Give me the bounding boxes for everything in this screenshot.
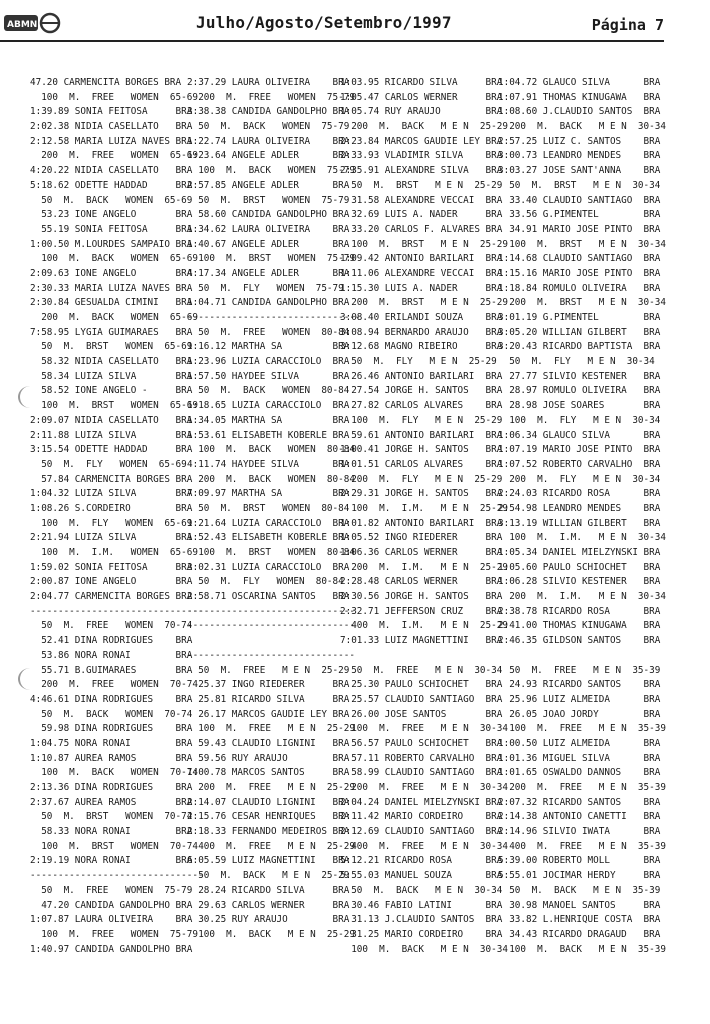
event-heading: 400 M. FREE M E N 35-39 [498,840,666,852]
result-row: 1:00.50 M.LOURDES SAMPAIO BRA [30,238,193,250]
result-row: 1:08.60 J.CLAUDIO SANTOS BRA [498,106,661,118]
result-row: 1:08.26 S.CORDEIRO BRA [30,502,193,514]
result-row: 30.25 RUY ARAUJO BRA [187,914,350,926]
result-row: 3:15.54 ODETTE HADDAD BRA [30,444,193,456]
result-row: 2:04.24 DANIEL MIELZYNSKI BRA [340,796,503,808]
result-row: 31.25 MARIO CORDEIRO BRA [340,928,503,940]
result-row: 47.20 CARMENCITA BORGES BRA [30,77,182,88]
event-heading: 50 M. BACK M E N 35-39 [498,884,661,896]
result-row: 2:02.38 NIDIA CASELLATO BRA [30,121,193,133]
event-heading: 100 M. FREE WOMEN 75-79 [30,928,198,940]
result-row: 1:06.36 CARLOS WERNER BRA [340,547,503,558]
result-row: 1:07.87 LAURA OLIVEIRA BRA [30,914,193,926]
event-heading: 100 M. FREE M E N 25-29 [187,723,355,735]
event-heading: 50 M. FREE M E N 30-34 [340,664,503,676]
result-row: 2:14.38 ANTONIO CANETTI BRA [498,811,661,823]
result-row: 1:39.89 SONIA FEITOSA BRA [30,106,193,118]
result-row: 2:35.91 ALEXANDRE SILVA BRA [340,165,503,177]
result-row: 1:01.65 OSWALDO DANNOS BRA [498,767,661,779]
event-heading: 100 M. FREE M E N 30-34 [340,723,508,735]
result-row: 1:04.72 GLAUCO SILVA BRA [498,77,661,88]
event-heading: 200 M. I.M. M E N 25-29 [340,561,508,573]
result-row: 58.32 NIDIA CASELLATO BRA [30,356,193,368]
event-heading: 200 M. BRST M E N 25-29 [340,297,508,309]
result-row: 28.97 ROMULO OLIVEIRA BRA [498,385,661,397]
result-row: 1:05.34 DANIEL MIELZYNSKI BRA [498,547,661,558]
result-row: 1:18.84 ROMULO OLIVEIRA BRA [498,282,661,294]
result-row: 1:00.50 LUIZ ALMEIDA BRA [498,737,661,749]
event-heading: 50 M. FREE WOMEN 75-79 [30,884,193,896]
result-row: 2:14.96 SILVIO IWATA BRA [498,826,661,838]
event-heading: 100 M. FLY M E N 30-34 [498,414,661,426]
event-heading: 50 M. FLY M E N 30-34 [498,356,655,368]
result-row: 1:03.95 RICARDO SILVA BRA [340,77,503,88]
result-row: 53.23 IONE ANGELO BRA [30,209,193,221]
event-heading: 50 M. BRST M E N 25-29 [340,179,503,191]
event-heading: 100 M. BRST WOMEN 80-84 [187,547,355,558]
result-row: 7:01.33 LUIZ MAGNETTINI BRA [340,635,503,647]
result-row: 1:18.65 LUZIA CARACCIOLO BRA [187,400,350,412]
event-heading: 50 M. FLY WOMEN 75-79 [187,282,344,294]
result-row: 27.54 JORGE H. SANTOS BRA [340,385,503,397]
result-row: 31.13 J.CLAUDIO SANTOS BRA [340,914,503,926]
page-title: Julho/Agosto/Setembro/1997 [196,13,452,32]
event-heading: 100 M. BACK WOMEN 75-79 [187,165,355,177]
result-row: 26.05 JOAO JORDY BRA [498,708,661,720]
event-heading: 400 M. I.M. M E N 25-29 [340,620,508,632]
event-heading: 50 M. BACK M E N 25-29 [187,870,350,882]
result-row: 1:21.64 LUZIA CARACCIOLO BRA [187,517,350,529]
result-row: 1:05.52 INGO RIEDERER BRA [340,532,503,544]
result-row: 7:09.97 MARTHA SA BRA [187,488,350,500]
result-row: 25.57 CLAUDIO SANTIAGO BRA [340,693,503,705]
result-row: 2:09.63 IONE ANGELO BRA [30,267,193,279]
logo-icon [4,12,62,34]
event-heading: 200 M. I.M. M E N 30-34 [498,591,666,603]
result-row: 2:28.48 CARLOS WERNER BRA [340,576,503,588]
result-row: 2:41.00 THOMAS KINUGAWA BRA [498,620,661,632]
result-row: 3:08.40 ERILANDI SOUZA BRA [340,312,503,323]
result-row: 4:17.34 ANGELE ADLER BRA [187,267,350,279]
result-row: 1:34.05 MARTHA SA BRA [187,414,350,426]
result-row: 31.58 ALEXANDRE VECCAI BRA [340,194,503,206]
event-heading: 100 M. I.M. M E N 30-34 [498,532,666,544]
result-row: 33.40 CLAUDIO SANTIAGO BRA [498,194,661,206]
result-row: 2:30.84 GESUALDA CIMINI BRA [30,297,193,309]
event-heading: 50 M. BRST WOMEN 65-69 [30,341,193,353]
event-heading: 100 M. I.M. WOMEN 65-69 [30,547,198,558]
result-row: 3:00.73 LEANDRO MENDES BRA [498,150,661,162]
event-heading: 50 M. FLY WOMEN 65-69 [30,458,187,470]
result-row: 1:05.47 CARLOS WERNER BRA [340,91,503,103]
result-row: 1:10.87 AUREA RAMOS BRA [30,752,193,764]
event-heading: 50 M. FLY WOMEN 80-84 [187,576,344,588]
result-row: 2:29.31 JORGE H. SANTOS BRA [340,488,503,500]
result-row: 1:14.68 CLAUDIO SANTIAGO BRA [498,253,661,265]
svg-text:ABMN: ABMN [7,20,38,30]
result-row: 5:18.62 ODETTE HADDAD BRA [30,179,193,191]
result-row: 25.30 PAULO SCHIOCHET BRA [340,679,503,691]
event-heading: 200 M. BACK M E N 30-34 [498,121,666,133]
result-row: 1:00.78 MARCOS SANTOS BRA [187,767,350,779]
result-row: 2:12.69 CLAUDIO SANTIAGO BRA [340,826,503,838]
result-row: 1:06.34 GLAUCO SILVA BRA [498,429,661,441]
result-row: 2:30.33 MARIA LUIZA NAVES BRA [30,282,193,294]
blank-row [340,649,502,664]
result-row: 1:52.43 ELISABETH KOBERLE BRA [187,532,350,544]
result-row: 58.52 IONE ANGELO - BRA [30,385,193,397]
event-heading: 100 M. FREE M E N 35-39 [498,723,666,735]
event-heading: 50 M. BACK WOMEN 75-79 [187,121,350,133]
result-row: 1:07.91 THOMAS KINUGAWA BRA [498,91,661,103]
result-row: 47.20 CANDIDA GANDOLPHO BRA [30,899,193,911]
result-row: 58.99 CLAUDIO SANTIAGO BRA [340,767,503,779]
event-heading: 50 M. BACK M E N 30-34 [340,884,503,896]
event-heading: 50 M. FREE M E N 35-39 [498,664,661,676]
result-row: 28.24 RICARDO SILVA BRA [187,884,350,896]
result-row: 32.69 LUIS A. NADER BRA [340,209,503,221]
result-row: 33.56 G.PIMENTEL BRA [498,209,661,221]
result-row: 3:03.27 JOSE SANT'ANNA BRA [498,165,661,177]
event-heading: 50 M. BRST WOMEN 70-74 [30,811,193,823]
event-heading: 100 M. BRST M E N 30-34 [498,238,666,250]
result-row: 2:33.93 VLADIMIR SILVA BRA [340,150,503,162]
result-row: 1:23.96 LUZIA CARACCIOLO BRA [187,356,350,368]
blank-row [187,634,349,649]
event-heading: 200 M. BRST M E N 30-34 [498,297,666,309]
result-row: 3:13.19 WILLIAN GILBERT BRA [498,517,661,529]
event-heading: 50 M. FREE M E N 25-29 [187,664,350,676]
event-heading: 50 M. BRST M E N 30-34 [498,179,661,191]
event-heading: 100 M. FLY M E N 25-29 [340,414,503,426]
result-row: 26.00 JOSE SANTOS BRA [340,708,503,720]
result-row: 2:37.67 AUREA RAMOS BRA [30,796,193,808]
result-row: 2:30.56 JORGE H. SANTOS BRA [340,591,503,603]
result-row: 1:15.16 MARIO JOSE PINTO BRA [498,267,661,279]
result-row: 53.86 NORA RONAI BRA [30,649,193,661]
result-row: 55.71 B.GUIMARAES BRA [30,664,193,676]
result-row: 1:07.52 ROBERTO CARVALHO BRA [498,458,661,470]
event-heading: 400 M. FREE M E N 30-34 [340,840,508,852]
result-row: 1:57.50 HAYDEE SILVA BRA [187,370,350,382]
result-row: 1:53.61 ELISABETH KOBERLE BRA [187,429,350,441]
event-heading: 200 M. FREE M E N 25-29 [187,782,355,793]
result-row: 59.43 CLAUDIO LIGNINI BRA [187,737,350,749]
event-heading: 100 M. BACK WOMEN 65-69 [30,253,198,265]
event-heading: 100 M. BACK WOMEN 70-74 [30,767,198,779]
result-row: 6:05.59 LUIZ MAGNETTINI BRA [187,855,350,867]
event-heading: 100 M. BRST M E N 25-29 [340,238,508,250]
results-column-2 [187,76,361,943]
result-row: 2:04.77 CARMENCITA BORGES BRA [30,591,193,603]
result-row: 26.17 MARCOS GAUDIE LEY BRA [187,708,350,720]
result-row: 5:55.01 JOCIMAR HERDY BRA [498,870,661,882]
event-heading: 50 M. FREE WOMEN 80-84 [187,326,350,338]
result-row: 3:20.43 RICARDO BAPTISTA BRA [498,341,661,353]
result-row: 26.46 ANTONIO BARILARI BRA [340,370,503,382]
page-header [0,0,710,42]
event-heading: 100 M. BRST WOMEN 65-69 [30,400,198,412]
result-row: 2:38.78 RICARDO ROSA BRA [498,605,661,617]
result-row: 30.46 FABIO LATINI BRA [340,899,503,911]
result-row: 25.96 LUIZ ALMEIDA BRA [498,693,661,705]
result-row: 58.33 NORA RONAI BRA [30,826,193,838]
result-row: 2:13.36 DINA RODRIGUES BRA [30,782,193,793]
section-separator: ------------------------------ [187,620,355,632]
event-heading: 200 M. FREE WOMEN 70-74 [30,679,198,691]
result-row: 1:22.74 LAURA OLIVEIRA BRA [187,135,350,147]
result-row: 2:37.29 LAURA OLIVEIRA BRA [187,77,350,88]
result-row: 2:11.42 MARIO CORDEIRO BRA [340,811,503,823]
result-row: 4:11.74 HAYDEE SILVA BRA [187,458,350,470]
result-row: 2:58.71 OSCARINA SANTOS BRA [187,591,350,603]
result-row: 55.19 SONIA FEITOSA BRA [30,223,193,235]
result-row: 4:46.61 DINA RODRIGUES BRA [30,693,193,705]
blank-row [498,649,660,664]
result-row: 25.37 INGO RIEDERER BRA [187,679,350,691]
result-row: 1:23.64 ANGELE ADLER BRA [187,150,350,162]
result-row: 52.41 DINA RODRIGUES BRA [30,635,193,647]
result-row: 2:46.35 GILDSON SANTOS BRA [498,635,661,647]
result-row: 57.11 ROBERTO CARVALHO BRA [340,752,503,764]
event-heading: 100 M. BACK WOMEN 80-84 [187,444,355,456]
result-row: 1:40.67 ANGELE ADLER BRA [187,238,350,250]
result-row: 1:09.42 ANTONIO BARILARI BRA [340,253,503,265]
section-separator: ------------------------------- [30,870,204,882]
header-divider [0,40,664,42]
event-heading: 200 M. BACK WOMEN 80-84 [187,473,355,485]
result-row: 56.57 PAULO SCHIOCHET BRA [340,737,503,749]
event-heading: 200 M. BACK M E N 25-29 [340,121,508,133]
event-heading: 50 M. BACK WOMEN 65-69 [30,194,193,206]
result-row: 29.63 CARLOS WERNER BRA [187,899,350,911]
event-heading: 200 M. FREE M E N 35-39 [498,782,666,793]
result-row: 3:08.94 BERNARDO ARAUJO BRA [340,326,503,338]
result-row: 2:54.98 LEANDRO MENDES BRA [498,502,661,514]
result-row: 58.60 CANDIDA GANDOLPHO BRA [187,209,350,221]
result-row: 59.98 DINA RODRIGUES BRA [30,723,193,735]
result-row: 1:40.97 CANDIDA GANDOLPHO BRA [30,943,193,955]
event-heading: 200 M. FLY M E N 30-34 [498,473,661,485]
result-row: 2:11.88 LUIZA SILVA BRA [30,429,193,441]
result-row: 5:55.03 MANUEL SOUZA BRA [340,870,503,882]
result-row: 34.91 MARIO JOSE PINTO BRA [498,223,661,235]
result-row: 2:12.58 MARIA LUIZA NAVES BRA [30,135,193,147]
results-column-3 [340,76,508,957]
results-column-1 [30,76,204,957]
result-row: 5:39.00 ROBERTO MOLL BRA [498,855,661,867]
event-heading: 100 M. FLY WOMEN 65-69 [30,517,193,529]
event-heading: 200 M. FREE WOMEN 65-69 [30,150,198,162]
result-row: 7:58.95 LYGIA GUIMARAES BRA [30,326,193,338]
result-row: 1:11.06 ALEXANDRE VECCAI BRA [340,267,503,279]
result-row: 3:12.68 MAGNO RIBEIRO BRA [340,341,503,353]
result-row: 1:05.74 RUY ARAUJO BRA [340,106,503,118]
result-row: 2:15.76 CESAR HENRIQUES BRA [187,811,350,823]
event-heading: 100 M. BRST WOMEN 75-79 [187,253,355,265]
result-row: 59.56 RUY ARAUJO BRA [187,752,350,764]
result-row: 1:04.75 NORA RONAI BRA [30,737,193,749]
result-row: 4:20.22 NIDIA CASELLATO BRA [30,165,193,177]
result-row: 2:09.07 NIDIA CASELLATO BRA [30,414,193,426]
result-row: 2:18.33 FERNANDO MEDEIROS BRA [187,826,350,838]
event-heading: 400 M. FREE M E N 25-29 [187,840,355,852]
event-heading: 100 M. BACK M E N 30-34 [340,943,508,955]
result-row: 27.77 SILVIO KESTENER BRA [498,370,661,382]
event-heading: 200 M. FLY M E N 25-29 [340,473,503,485]
result-row: 1:07.19 MARIO JOSE PINTO BRA [498,444,661,456]
result-row: 59.61 ANTONIO BARILARI BRA [340,429,503,441]
result-row: 2:57.25 LUIZ C. SANTOS BRA [498,135,661,147]
event-heading: 200 M. FREE WOMEN 75-79 [187,91,355,103]
result-row: 2:23.84 MARCOS GAUDIE LEY BRA [340,135,503,147]
result-row: 33.20 CARLOS F. ALVARES BRA [340,223,503,235]
event-heading: 200 M. FREE M E N 30-34 [340,782,508,793]
result-row: 34.43 RICARDO DRAGAUD BRA [498,928,661,940]
result-row: 5:12.21 RICARDO ROSA BRA [340,855,503,867]
result-row: 2:00.87 IONE ANGELO BRA [30,576,193,588]
section-separator: ------------------------------ [187,649,355,661]
result-row: 30.98 MANOEL SANTOS BRA [498,899,661,911]
event-heading: 50 M. BACK WOMEN 70-74 [30,708,193,720]
result-row: 1:04.71 CANDIDA GANDOLPHO BRA [187,297,350,309]
result-row: 33.82 L.HENRIQUE COSTA BRA [498,914,661,926]
result-row: 1:01.82 ANTONIO BARILARI BRA [340,517,503,529]
result-row: 1:04.32 LUIZA SILVA BRA [30,488,193,500]
result-row: 3:02.31 LUZIA CARACCIOLO BRA [187,561,350,573]
event-heading: 100 M. I.M. M E N 25-29 [340,502,508,514]
result-row: 2:24.03 RICARDO ROSA BRA [498,488,661,500]
event-heading: 100 M. BRST WOMEN 70-74 [30,840,198,852]
result-row: 27.82 CARLOS ALVARES BRA [340,400,503,412]
event-heading: 200 M. BACK WOMEN 65-69 [30,312,198,323]
event-heading: 100 M. FREE WOMEN 65-69 [30,91,198,103]
result-row: 3:01.19 G.PIMENTEL BRA [498,312,661,323]
result-row: 2:14.07 CLAUDIO LIGNINI BRA [187,796,350,808]
event-heading: 50 M. FREE WOMEN 70-74 [30,620,193,632]
event-heading: 50 M. BACK WOMEN 80-84 [187,385,350,397]
result-row: 2:19.19 NORA RONAI BRA [30,855,193,867]
section-separator: ------------------------------- [187,312,361,323]
section-separator: ------------------------------ [187,605,355,617]
result-row: 2:07.32 RICARDO SANTOS BRA [498,796,661,808]
result-row: 28.98 JOSE SOARES BRA [498,400,661,412]
event-heading: 100 M. BACK M E N 25-29 [187,928,355,940]
result-row: 2:57.85 ANGELE ADLER BRA [187,179,350,191]
result-row: 1:05.60 PAULO SCHIOCHET BRA [498,561,661,573]
result-row: 57.84 CARMENCITA BORGES BRA [30,473,193,485]
result-row: 1:16.12 MARTHA SA BRA [187,341,350,353]
result-row: 1:34.62 LAURA OLIVEIRA BRA [187,223,350,235]
results-column-4 [498,76,666,957]
result-row: 24.93 RICARDO SANTOS BRA [498,679,661,691]
result-row: 1:06.28 SILVIO KESTENER BRA [498,576,661,588]
results-listing [30,76,670,1016]
result-row: 58.34 LUIZA SILVA BRA [30,370,193,382]
event-heading: 50 M. BRST WOMEN 75-79 [187,194,350,206]
result-row: 1:00.41 JORGE H. SANTOS BRA [340,444,503,456]
result-row: 1:01.36 MIGUEL SILVA BRA [498,752,661,764]
result-row: 1:59.02 SONIA FEITOSA BRA [30,561,193,573]
event-heading: 50 M. BRST WOMEN 80-84 [187,502,350,514]
page-number: Página 7 [591,16,664,34]
result-row: 3:38.38 CANDIDA GANDOLPHO BRA [187,106,350,118]
result-row: 1:01.51 CARLOS ALVARES BRA [340,458,503,470]
result-row: 3:05.20 WILLIAN GILBERT BRA [498,326,661,338]
result-row: 2:32.71 JEFFERSON CRUZ BRA [340,605,503,617]
event-heading: 50 M. FLY M E N 25-29 [340,356,497,368]
section-separator: ------------------------------- [30,605,204,617]
result-row: 2:21.94 LUIZA SILVA BRA [30,532,193,544]
result-row: 1:15.30 LUIS A. NADER BRA [340,282,503,294]
result-row: 25.81 RICARDO SILVA BRA [187,693,350,705]
event-heading: 100 M. BACK M E N 35-39 [498,943,666,955]
